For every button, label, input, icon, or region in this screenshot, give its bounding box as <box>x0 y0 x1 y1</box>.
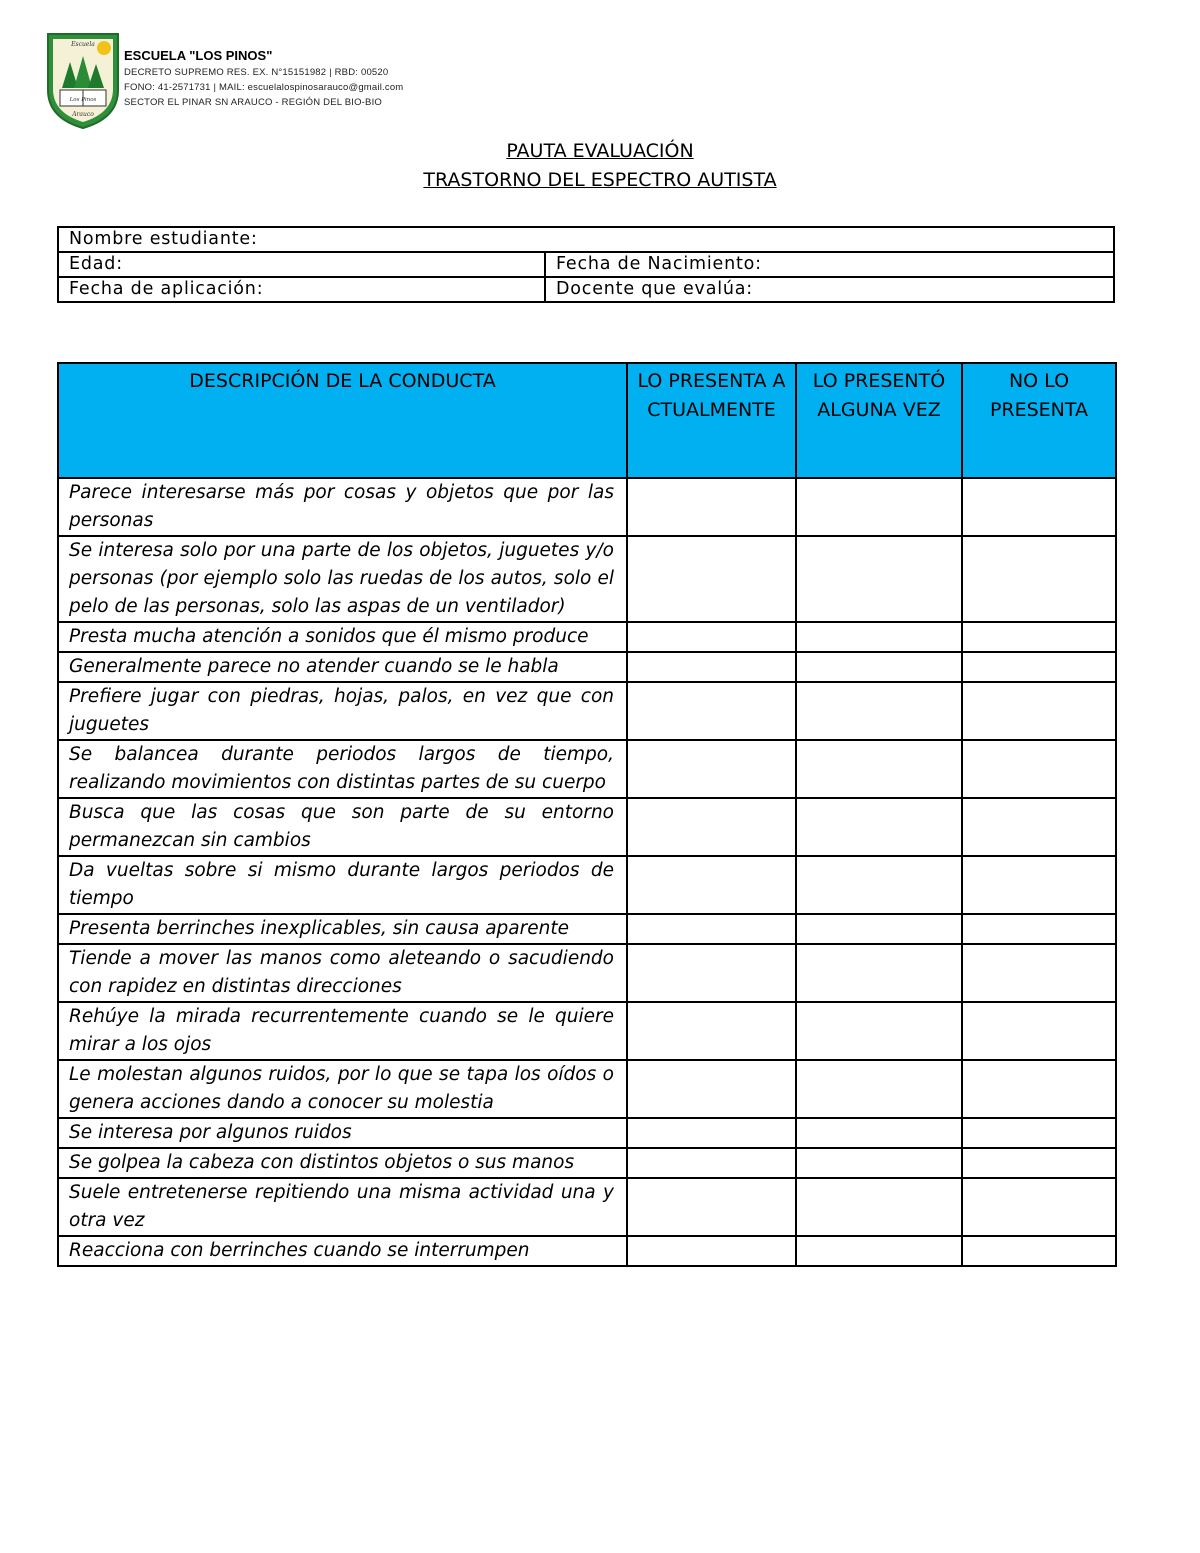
mark-cell-sometime[interactable] <box>796 682 962 740</box>
mark-cell-current[interactable] <box>627 682 796 740</box>
mark-cell-current[interactable] <box>627 1148 796 1178</box>
mark-cell-never[interactable] <box>962 944 1116 1002</box>
behavior-description: Presenta berrinches inexplicables, sin causa aparente <box>58 914 627 944</box>
behavior-description: Presta mucha atención a sonidos que él mismo produce <box>58 622 627 652</box>
mark-cell-never[interactable] <box>962 1178 1116 1236</box>
mark-cell-current[interactable] <box>627 1002 796 1060</box>
mark-cell-current[interactable] <box>627 1178 796 1236</box>
behavior-row <box>58 1148 1116 1178</box>
behavior-row <box>58 856 1116 914</box>
mark-cell-sometime[interactable] <box>796 1118 962 1148</box>
mark-cell-sometime[interactable] <box>796 622 962 652</box>
behavior-description: Se balancea durante periodos largos de tiempo, realizando movimientos con distintas partes de su cuerpo <box>58 740 627 798</box>
mark-cell-current[interactable] <box>627 652 796 682</box>
behavior-row <box>58 652 1116 682</box>
mark-cell-never[interactable] <box>962 478 1116 536</box>
behavior-row <box>58 536 1116 622</box>
student-info-table <box>57 226 1115 303</box>
behavior-row <box>58 1178 1116 1236</box>
header-sometime: LO PRESENTÓ ALGUNA VEZ <box>796 363 962 478</box>
application-date-label: Fecha de aplicación: <box>69 279 264 299</box>
mark-cell-sometime[interactable] <box>796 1002 962 1060</box>
mark-cell-sometime[interactable] <box>796 1236 962 1266</box>
behavior-row <box>58 1002 1116 1060</box>
mark-cell-sometime[interactable] <box>796 652 962 682</box>
behavior-row <box>58 622 1116 652</box>
student-name-field[interactable] <box>58 227 1114 252</box>
document-title: PAUTA EVALUACIÓN <box>506 140 694 162</box>
mark-cell-never[interactable] <box>962 914 1116 944</box>
behavior-description: Generalmente parece no atender cuando se le habla <box>58 652 627 682</box>
mark-cell-never[interactable] <box>962 536 1116 622</box>
mark-cell-sometime[interactable] <box>796 1148 962 1178</box>
school-location: SECTOR EL PINAR SN ARAUCO - REGIÓN DEL BIO-BIO <box>124 97 383 108</box>
behavior-row <box>58 682 1116 740</box>
mark-cell-sometime[interactable] <box>796 536 962 622</box>
header-never: NO LO PRESENTA <box>962 363 1116 478</box>
mark-cell-never[interactable] <box>962 652 1116 682</box>
behavior-description: Se golpea la cabeza con distintos objetos o sus manos <box>58 1148 627 1178</box>
student-name-label: Nombre estudiante: <box>69 229 258 249</box>
document-subtitle: TRASTORNO DEL ESPECTRO AUTISTA <box>423 169 777 191</box>
behavior-description: Tiende a mover las manos como aleteando o sacudiendo con rapidez en distintas direcciones <box>58 944 627 1002</box>
mark-cell-never[interactable] <box>962 1148 1116 1178</box>
header-description: DESCRIPCIÓN DE LA CONDUCTA <box>58 363 627 478</box>
behavior-row <box>58 1118 1116 1148</box>
crest-text-top: Escuela <box>71 41 95 48</box>
mark-cell-sometime[interactable] <box>796 914 962 944</box>
teacher-field[interactable] <box>545 277 1114 302</box>
mark-cell-current[interactable] <box>627 478 796 536</box>
behavior-row <box>58 944 1116 1002</box>
mark-cell-current[interactable] <box>627 798 796 856</box>
behavior-row <box>58 798 1116 856</box>
crest-text-bottom: Arauco <box>72 111 94 118</box>
mark-cell-never[interactable] <box>962 856 1116 914</box>
school-decree: DECRETO SUPREMO RES. EX. N°15151982 | RBD: 00520 <box>124 67 389 78</box>
behavior-row <box>58 1060 1116 1118</box>
behavior-description: Se interesa por algunos ruidos <box>58 1118 627 1148</box>
mark-cell-sometime[interactable] <box>796 1060 962 1118</box>
mark-cell-current[interactable] <box>627 740 796 798</box>
mark-cell-sometime[interactable] <box>796 798 962 856</box>
mark-cell-never[interactable] <box>962 1002 1116 1060</box>
mark-cell-current[interactable] <box>627 1236 796 1266</box>
mark-cell-current[interactable] <box>627 1118 796 1148</box>
behavior-description: Se interesa solo por una parte de los objetos, juguetes y/o personas (por ejemplo solo las ruedas de los autos, solo el pelo de las personas, solo las aspas de un ventilador) <box>58 536 627 622</box>
behavior-row <box>58 478 1116 536</box>
header-current: LO PRESENTA ACTUALMENTE <box>627 363 796 478</box>
mark-cell-sometime[interactable] <box>796 1178 962 1236</box>
behavior-row <box>58 914 1116 944</box>
behavior-row <box>58 740 1116 798</box>
mark-cell-sometime[interactable] <box>796 856 962 914</box>
age-field[interactable] <box>58 252 545 277</box>
mark-cell-never[interactable] <box>962 798 1116 856</box>
mark-cell-never[interactable] <box>962 682 1116 740</box>
birth-date-label: Fecha de Nacimiento: <box>556 254 762 274</box>
behavior-row <box>58 1236 1116 1266</box>
mark-cell-current[interactable] <box>627 622 796 652</box>
mark-cell-never[interactable] <box>962 622 1116 652</box>
teacher-label: Docente que evalúa: <box>556 279 754 299</box>
school-crest-logo <box>46 32 120 130</box>
behavior-table <box>57 362 1117 1267</box>
behavior-description: Le molestan algunos ruidos, por lo que se tapa los oídos o genera acciones dando a conocer su molestia <box>58 1060 627 1118</box>
mark-cell-never[interactable] <box>962 1118 1116 1148</box>
crest-text-book: Los Pinos <box>69 97 97 103</box>
behavior-description: Rehúye la mirada recurrentemente cuando se le quiere mirar a los ojos <box>58 1002 627 1060</box>
mark-cell-never[interactable] <box>962 1060 1116 1118</box>
behavior-description: Suele entretenerse repitiendo una misma actividad una y otra vez <box>58 1178 627 1236</box>
behavior-description: Da vueltas sobre si mismo durante largos periodos de tiempo <box>58 856 627 914</box>
school-contact: FONO: 41-2571731 | MAIL: escuelalospinosarauco@gmail.com <box>124 82 404 93</box>
behavior-description: Parece interesarse más por cosas y objetos que por las personas <box>58 478 627 536</box>
birth-date-field[interactable] <box>545 252 1114 277</box>
application-date-field[interactable] <box>58 277 545 302</box>
mark-cell-current[interactable] <box>627 914 796 944</box>
mark-cell-sometime[interactable] <box>796 944 962 1002</box>
mark-cell-sometime[interactable] <box>796 478 962 536</box>
mark-cell-never[interactable] <box>962 740 1116 798</box>
age-label: Edad: <box>69 254 123 274</box>
behavior-description: Busca que las cosas que son parte de su entorno permanezcan sin cambios <box>58 798 627 856</box>
mark-cell-current[interactable] <box>627 856 796 914</box>
behavior-description: Prefiere jugar con piedras, hojas, palos, en vez que con juguetes <box>58 682 627 740</box>
mark-cell-current[interactable] <box>627 944 796 1002</box>
mark-cell-current[interactable] <box>627 536 796 622</box>
school-name: ESCUELA "LOS PINOS" <box>124 48 273 63</box>
mark-cell-sometime[interactable] <box>796 740 962 798</box>
mark-cell-never[interactable] <box>962 1236 1116 1266</box>
mark-cell-current[interactable] <box>627 1060 796 1118</box>
behavior-table-header <box>58 363 1116 478</box>
behavior-description: Reacciona con berrinches cuando se interrumpen <box>58 1236 627 1266</box>
